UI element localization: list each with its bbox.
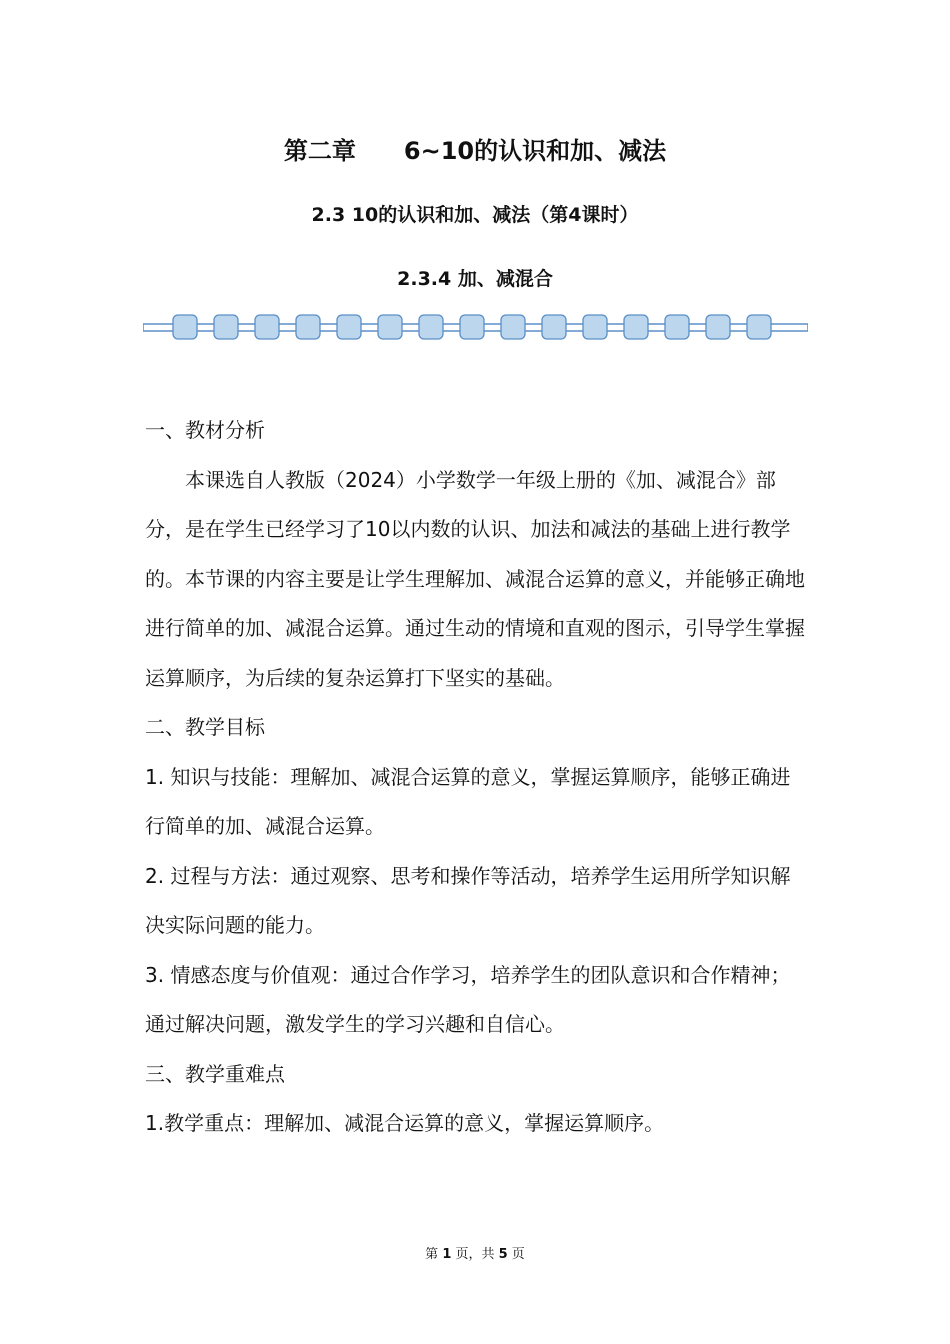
divider-bead: [337, 315, 361, 339]
divider-bead: [255, 315, 279, 339]
divider-bead: [214, 315, 238, 339]
key-point-1: 1.教学重点：理解加、减混合运算的意义，掌握运算顺序。: [145, 1111, 665, 1135]
footer-page-number: 1: [442, 1247, 452, 1262]
footer-total-pages: 5: [498, 1247, 508, 1262]
document-body: [145, 406, 810, 1149]
chapter-title: 第二章 6~10的认识和加、减法: [283, 137, 667, 165]
divider-bead: [706, 315, 730, 339]
divider-bead: [665, 315, 689, 339]
divider-bead: [747, 315, 771, 339]
divider-bead: [501, 315, 525, 339]
heading-teaching-goals: 二、教学目标: [145, 715, 265, 739]
footer-suffix: 页: [507, 1247, 525, 1262]
goal-knowledge: 1. 知识与技能：理解加、减混合运算的意义，掌握运算顺序，能够正确进行简单的加、减混合运算。: [145, 764, 791, 838]
divider-bead: [542, 315, 566, 339]
divider-bead: [419, 315, 443, 339]
footer-middle: 页，共: [451, 1247, 499, 1262]
heading-material-analysis: 一、教材分析: [145, 418, 265, 442]
lesson-title: 2.3 10的认识和加、减法（第4课时）: [311, 204, 639, 226]
divider-bead: [624, 315, 648, 339]
bead-divider: [143, 311, 808, 343]
divider-bead: [173, 315, 197, 339]
divider-bead: [378, 315, 402, 339]
section-title: 2.3.4 加、减混合: [397, 268, 553, 290]
page-footer: [0, 1245, 950, 1265]
divider-bead: [460, 315, 484, 339]
goal-process: 2. 过程与方法：通过观察、思考和操作等活动，培养学生运用所学知识解决实际问题的能力。: [145, 863, 791, 937]
heading-key-points: 三、教学重难点: [145, 1061, 285, 1086]
goal-attitude: 3. 情感态度与价值观：通过合作学习，培养学生的团队意识和合作精神；通过解决问题，激发学生的学习兴趣和自信心。: [145, 962, 791, 1036]
paragraph-material-analysis: 本课选自人教版（2024）小学数学一年级上册的《加、减混合》部分，是在学生已经学习了10以内数的认识、加法和减法的基础上进行教学的。本节课的内容主要是让学生理解加、减混合运算的意义，并能够正确地进行简单的加、减混合运算。通过生动的情境和直观的图示，引导学生掌握运算顺序，为后续的复杂运算打下坚实的基础。: [145, 467, 805, 690]
divider-bead: [296, 315, 320, 339]
footer-prefix: 第: [425, 1247, 443, 1262]
divider-bead: [583, 315, 607, 339]
